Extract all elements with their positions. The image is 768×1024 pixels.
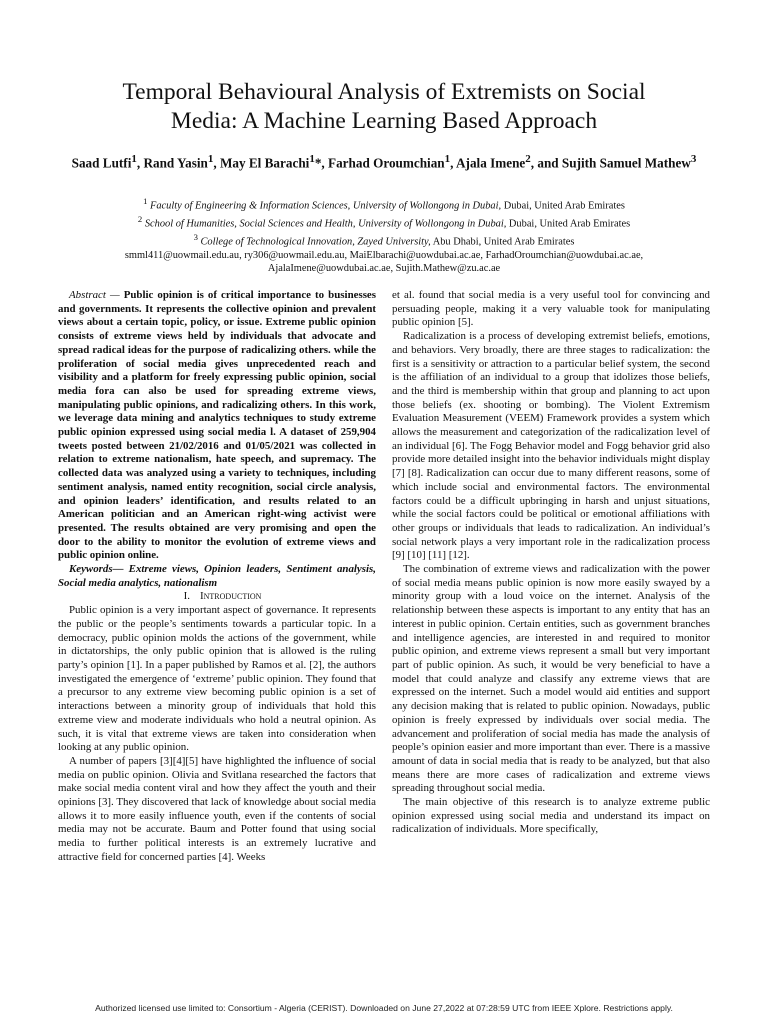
body-paragraph: The combination of extreme views and radicalization with the power of social media means public opinion is now more easily swayed by a minority group with a loud voice on the internet. Analysis of the relationship between these aspects is important to any entity that has an interest in public opinion. Certain entities, such as government branches and intelligence agencies, are interested in and required to monitor public opinion, and extreme views represent a small but very important part of public opinion. As such, it would be very beneficial to have a model that could analyze and classify any extreme views that are expressed on the internet. Such a model would aid entities and support any decision making that is related to public opinion. Nowadays, public opinion is freely expressed by individuals over social media. The advancement and proliferation of social media has made the analysis of people’s opinion easier and more important than ever. There is a massive amount of data in social media that is ready to be analyzed, but that also means there are more cases of radicalization and extreme views spreading throughout social media. (392, 563, 710, 795)
author-name: Farhad Oroumchian (328, 155, 445, 171)
affiliation-number: 2 (137, 213, 143, 224)
title-line-2: Media: A Machine Learning Based Approach (170, 108, 598, 134)
body-paragraph: Radicalization is a process of developing extremist beliefs, emotions, and behaviors. Very broadly, there are three stages to radicalization: the first is a sensitivity or attraction to a particular belief system, the second is the affiliation of an individual to a group that idolizes those beliefs, and the third is membership within that group and planning to act upon those beliefs (ex. shooting or bombing). The Violent Extremism Evaluation Measurement (VEEM) Framework provides a system which allows the measurement and categorization of the radicalization level of an individual [6]. The Fogg Behavior model and Fogg behavior grid also provide more detailed insight into the behavior individuals might display [7] [8]. Radicalization can occur due to many different reasons, some of which include social and environmental factors. The environmental factors could be a difficult upbringing in harsh and unjust situations, while the social factors could be political or emotional affiliations with other groups or individuals that leads to radicalization. An individual’s social network plays a very important role in the radicalization process [9] [10] [11] [12]. (392, 330, 710, 562)
author-separator: , (450, 155, 457, 171)
email-line-1: smml411@uowmail.edu.au, ry306@uowmail.edu.au, MaiElbarachi@uowdubai.ac.ae, FarhadOroumchian@uowdubai.ac.ae, (124, 249, 644, 261)
author-affil-mark: 3 (690, 153, 697, 165)
affiliation-place: Dubai, United Arab Emirates (506, 218, 631, 230)
author-affil-mark: 2 (525, 153, 531, 165)
affiliation-place: Dubai, United Arab Emirates (501, 200, 625, 212)
title-line-1: Temporal Behavioural Analysis of Extremists on Social (122, 79, 646, 105)
author-affil-mark: 1 (444, 153, 451, 165)
author-affil-mark: 1 (309, 153, 315, 165)
author-name: May El Barachi (219, 155, 310, 171)
author-list (40, 150, 728, 172)
abstract (58, 289, 376, 563)
author-name: Sujith Samuel Mathew (561, 155, 691, 171)
author-name: Ajala Imene (456, 155, 526, 171)
email-line-2: AjalaImene@uowdubai.ac.ae, Sujith.Mathew@zu.ac.ae (267, 263, 501, 275)
author-affil-mark: 1 (207, 153, 214, 165)
author-affil-mark: 1 (131, 153, 137, 165)
body-paragraph: The main objective of this research is to analyze extreme public opinion expressed using social media and understand its impact on radicalization of individuals. More specifically, (392, 796, 710, 836)
affiliation-number: 3 (193, 231, 198, 242)
author-name: Saad Lutfi (71, 155, 132, 171)
affiliations (40, 195, 728, 275)
license-footer: Authorized licensed use limited to: Consortium - Algeria (CERIST). Downloaded on June 27,2022 at 07:28:59 UTC from IEEE Xplore. Restrictions apply. (95, 1003, 673, 1013)
body-paragraph: A number of papers [3][4][5] have highlighted the influence of social media on public opinion. Olivia and Svitlana researched the factors that make social media content viral and how they affect the youth and their opinions [3]. They discovered that lack of knowledge about social media allows it to more easily influence youth, even if the contents of social media may not be accurate. Baum and Potter found that using social media to further political interests is an extremely lucrative and attractive field for concerned parties [4]. Weeks (58, 754, 376, 863)
keywords: Keywords— Extreme views, Opinion leaders, Sentiment analysis, Social media analytics, nationalism (58, 563, 376, 589)
affiliation-number: 1 (143, 196, 148, 206)
author-separator: , (136, 155, 144, 171)
affiliation-line (40, 213, 728, 231)
body-paragraph: et al. found that social media is a very useful tool for convincing and persuading people, making it a very valuable took for manipulating public opinion [5]. (392, 289, 710, 329)
affiliation-line (40, 231, 728, 249)
right-column (392, 289, 710, 837)
author-separator: , and (530, 155, 562, 171)
affiliation-unit: College of Technological Innovation, Zayed University, (200, 236, 431, 248)
section-title: Introduction (199, 590, 262, 603)
abstract-label: Abstract — (69, 289, 120, 301)
affiliation-line (40, 195, 728, 213)
affiliation-unit: School of Humanities, Social Sciences and Health, University of Wollongong in Dubai, (144, 218, 507, 230)
affiliation-place: Abu Dhabi, United Arab Emirates (430, 236, 575, 248)
author-separator: , (213, 155, 220, 171)
body-paragraph: Public opinion is a very important aspect of governance. It represents the public or the people’s sentiments towards a particular topic. In a democracy, public opinion molds the actions of the government, while in dictatorships, the only public opinion that is allowed is the ruling party’s opinion [1]. In a paper published by Ramos et al. [2], the authors investigated the emergence of ‘extreme’ public opinion. They found that a precursor to any extreme view becoming public opinion is a set of interactions between a minority group of individuals that hold this extreme view and moderate individuals who hold a neutral opinion. As such, it is vital that extreme views are taken into consideration when looking at any public opinion. (58, 604, 376, 754)
paper-title (40, 78, 728, 136)
section-heading (58, 590, 376, 604)
left-column (58, 289, 376, 865)
corresponding-author-mark: * (314, 155, 322, 171)
abstract-text: Public opinion is of critical importance to businesses and governments. It represents the collective opinion and prevalent views about a certain topic, policy, or issue. Extreme public opinion consists of extreme views held by individuals that advocate and spread radical ideas for the purpose of radicalizing others. while the proliferation of social media gives unprecedented reach and visibility and a platform for freely expressing public opinion, social media fora can also be used for spreading extreme views, manipulating public opinions, and radicalizing others. In this work, we leverage data mining and analytics techniques to study extreme public opinion expressed using social media l. A dataset of 259,904 tweets posted between 21/02/2016 and 01/05/2021 was collected in relation to extreme nationalism, hate speech, and supremacy. The collected data was analyzed using a variety to techniques, including sentiment analysis, named entity recognition, social circle analysis, and opinion leaders’ identification, and results related to an American politician and an American right-wing activist were presented. The results obtained are very promising and open the door to the ability to monitor the evolution of extreme views and public opinion online. (58, 289, 377, 562)
author-name: Rand Yasin (143, 155, 208, 171)
author-separator: , (321, 155, 329, 171)
affiliation-unit: Faculty of Engineering & Information Sciences, University of Wollongong in Dubai, (150, 200, 502, 212)
section-number: I. (183, 590, 190, 603)
